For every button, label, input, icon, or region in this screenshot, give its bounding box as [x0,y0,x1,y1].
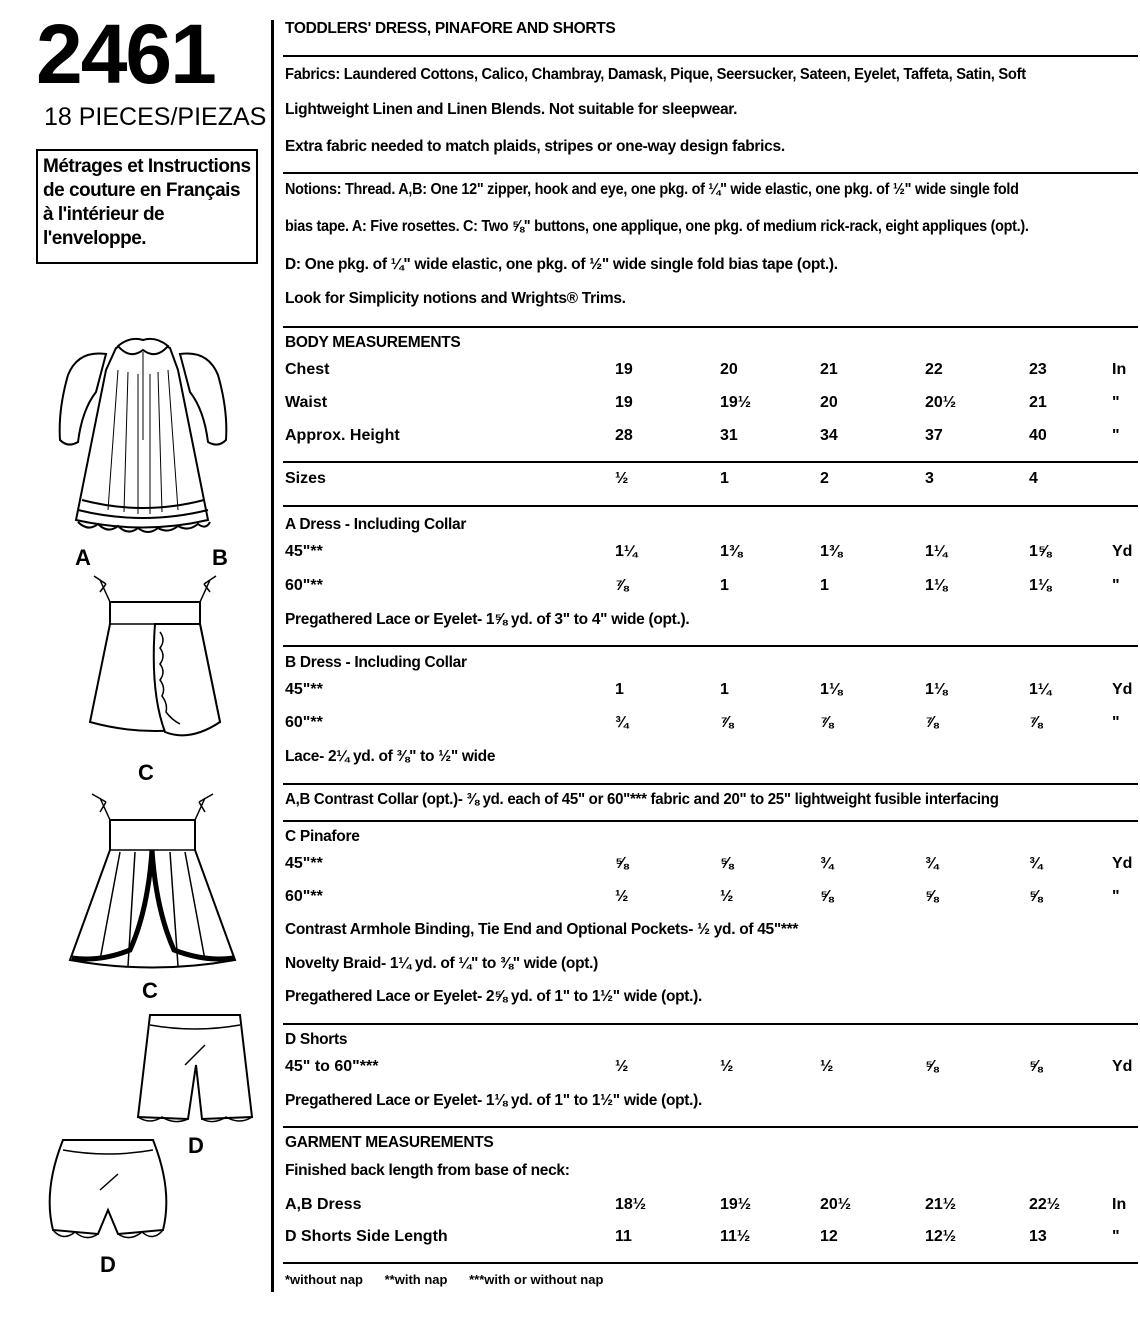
cell: 21½ [925,1196,957,1213]
cell: 19 [615,361,633,378]
cell: ⅝ [1029,1058,1043,1075]
cell: 12½ [925,1228,957,1245]
cell: ½ [720,1058,734,1075]
cell: 1⅛ [925,577,948,594]
shorts-d-illustration [130,1005,260,1130]
dress-a-header: A Dress - Including Collar [285,516,467,533]
body-measurements-header: BODY MEASUREMENTS [285,334,461,351]
unit: Yd [1112,543,1133,560]
pieces-count: 18 PIECES/PIEZAS [44,103,267,131]
cell: 1¼ [615,543,638,560]
shorts-d-header: D Shorts [285,1031,348,1048]
pinafore-c-note: Contrast Armhole Binding, Tie End and Optional Pockets- ½ yd. of 45"*** [285,921,799,938]
cell: ⅝ [820,888,834,905]
cell: ⅝ [720,855,734,872]
table-row-height [285,427,1135,449]
cell: 11½ [720,1228,751,1245]
cell: 21 [820,361,838,378]
contrast-collar-note: A,B Contrast Collar (opt.)- ⅜ yd. each of 45" or 60"*** fabric and 20" to 25" lightweight fusible interfacing [285,791,999,808]
cell: ⅞ [1029,714,1043,731]
pinafore-c-header: C Pinafore [285,828,360,845]
table-row [285,714,1135,736]
cell: ⅝ [615,855,629,872]
unit: In [1112,1196,1127,1213]
cell: 2 [820,470,829,487]
cell: 19½ [720,1196,752,1213]
cell: ½ [720,888,734,905]
french-note-line: de couture en Français [43,180,241,201]
pinafore-c-front-illustration [60,790,245,980]
table-row-waist [285,394,1135,416]
cell: 13 [1029,1228,1047,1245]
cell: 20½ [925,394,957,411]
table-row-chest [285,361,1135,383]
cell: 40 [1029,427,1047,444]
table-row-sizes [285,470,1135,492]
view-label-b: B [212,545,228,570]
fabrics-line-2: Lightweight Linen and Linen Blends. Not suitable for sleepwear. [285,101,738,118]
cell: ⅞ [720,714,734,731]
cell: 31 [720,427,738,444]
divider [283,1262,1138,1264]
dress-b-header: B Dress - Including Collar [285,654,467,671]
notions-line-2: bias tape. A: Five rosettes. C: Two ⅝" buttons, one applique, one pkg. of medium rick-rack, eight appliques (opt.). [285,218,1029,235]
divider [283,1023,1138,1025]
cell: 1¼ [1029,681,1052,698]
cell: 20 [720,361,738,378]
cell: 1⅛ [820,681,843,698]
cell: 1⅜ [820,543,843,560]
dress-b-note: Lace- 2¼ yd. of ⅜" to ½" wide [285,748,496,765]
view-label-d-shorts: D [188,1133,204,1158]
french-note-line: à l'intérieur de [43,204,165,225]
french-instructions-box [36,149,258,264]
cell: 12 [820,1228,838,1245]
cell: ⅝ [925,1058,939,1075]
table-row [285,855,1135,877]
row-label: Chest [285,361,330,378]
table-row [285,1058,1135,1080]
divider [283,645,1138,647]
fabrics-line-3: Extra fabric needed to match plaids, stripes or one-way design fabrics. [285,138,785,155]
french-note-line: l'enveloppe. [43,228,147,249]
cell: 1⅝ [1029,543,1052,560]
cell: 34 [820,427,838,444]
cell: 19 [615,394,633,411]
view-label-c-back: C [138,760,154,785]
notions-line-3: D: One pkg. of ¼" wide elastic, one pkg. of ½" wide single fold bias tape (opt.). [285,256,838,273]
cell: 1 [720,577,729,594]
cell: ⅞ [615,577,629,594]
cell: 21 [1029,394,1047,411]
divider [283,1126,1138,1128]
cell: 22½ [1029,1196,1061,1213]
table-row [285,888,1135,910]
unit: In [1112,361,1127,378]
view-label-c-front: C [142,978,158,1003]
row-label: 45"** [285,855,323,872]
cell: 1 [820,577,829,594]
unit: " [1112,1228,1120,1245]
divider [283,783,1138,785]
pinafore-c-note: Pregathered Lace or Eyelet- 2⅝ yd. of 1" to 1½" wide (opt.). [285,988,703,1005]
cell: 3 [925,470,934,487]
cell: 19½ [720,394,752,411]
cell: 23 [1029,361,1047,378]
cell: 1⅛ [925,681,948,698]
unit: " [1112,714,1120,731]
cell: 1 [720,681,729,698]
table-row [285,577,1135,599]
divider [283,505,1138,507]
row-label: 60"** [285,577,323,594]
pattern-number: 2461 [36,7,215,101]
divider [283,55,1138,57]
column-divider [271,20,274,1292]
footnote: **with nap [384,1272,448,1287]
dress-a-note: Pregathered Lace or Eyelet- 1⅝ yd. of 3" to 4" wide (opt.). [285,611,690,628]
row-label: 60"** [285,714,323,731]
row-label: Approx. Height [285,427,400,444]
cell: 1⅛ [1029,577,1052,594]
unit: " [1112,427,1120,444]
cell: 1 [615,681,624,698]
pinafore-c-note: Novelty Braid- 1¼ yd. of ¼" to ⅜" wide (opt.) [285,955,598,972]
table-row [285,681,1135,703]
cell: 37 [925,427,943,444]
garment-measurements-header: GARMENT MEASUREMENTS [285,1134,494,1151]
unit: Yd [1112,1058,1133,1075]
notions-line-1: Notions: Thread. A,B: One 12" zipper, hook and eye, one pkg. of ¼" wide elastic, one pkg. of ½" wide single fold [285,181,1019,198]
pattern-title: TODDLERS' DRESS, PINAFORE AND SHORTS [285,20,616,37]
cell: ½ [615,1058,629,1075]
cell: ⅝ [925,888,939,905]
fabrics-line-1: Fabrics: Laundered Cottons, Calico, Chambray, Damask, Pique, Seersucker, Sateen, Eyelet, Taffeta, Satin, Soft [285,66,1026,83]
footnotes [285,1272,621,1287]
cell: 20 [820,394,838,411]
cell: ¾ [1029,855,1043,872]
french-note-line: Métrages et Instructions [43,156,251,177]
cell: ½ [615,470,629,487]
divider [283,326,1138,328]
cell: 1 [720,470,729,487]
cell: ½ [615,888,629,905]
cell: 4 [1029,470,1038,487]
unit: " [1112,394,1120,411]
cell: 18½ [615,1196,647,1213]
row-label: 45"** [285,543,323,560]
cell: 20½ [820,1196,852,1213]
cell: 11 [615,1228,632,1245]
cell: 22 [925,361,943,378]
cell: 1⅜ [720,543,743,560]
bloomers-d-illustration [38,1130,178,1255]
cell: 28 [615,427,633,444]
shorts-d-note: Pregathered Lace or Eyelet- 1⅛ yd. of 1" to 1½" wide (opt.). [285,1092,703,1109]
unit: " [1112,577,1120,594]
cell: 1¼ [925,543,948,560]
unit: Yd [1112,681,1133,698]
row-label: Waist [285,394,328,411]
row-label: A,B Dress [285,1196,362,1213]
left-column [0,0,268,1341]
row-label: 45" to 60"*** [285,1058,379,1075]
table-row [285,1228,1135,1250]
table-row [285,1196,1135,1218]
cell: ⅝ [1029,888,1043,905]
view-label-a: A [75,545,91,570]
unit: " [1112,888,1120,905]
pinafore-c-back-illustration [70,572,240,757]
cell: ¾ [820,855,834,872]
garment-measurements-subheader: Finished back length from base of neck: [285,1162,570,1179]
cell: ¾ [615,714,629,731]
table-row [285,543,1135,565]
divider [283,461,1138,463]
cell: ½ [820,1058,834,1075]
row-label: D Shorts Side Length [285,1228,448,1245]
cell: ⅞ [925,714,939,731]
divider [283,820,1138,822]
unit: Yd [1112,855,1133,872]
divider [283,172,1138,174]
footnote: ***with or without nap [469,1272,604,1287]
row-label: 45"** [285,681,323,698]
notions-line-4: Look for Simplicity notions and Wrights® Trims. [285,290,626,307]
row-label: Sizes [285,470,326,487]
dress-ab-illustration [38,330,248,540]
row-label: 60"** [285,888,323,905]
view-label-d-bloomers: D [100,1252,116,1277]
footnote: *without nap [285,1272,363,1287]
cell: ⅞ [820,714,834,731]
cell: ¾ [925,855,939,872]
